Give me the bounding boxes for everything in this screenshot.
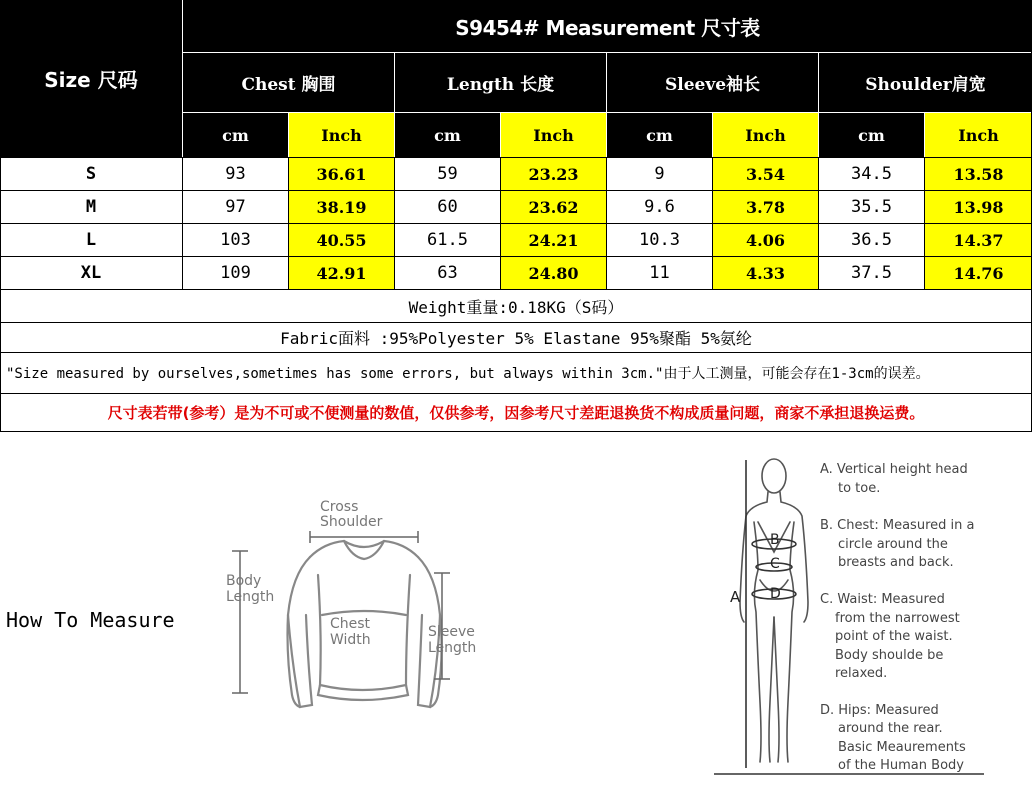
chest-cm-cell: 97 bbox=[225, 197, 246, 217]
chest-width-label: Chest bbox=[330, 616, 371, 632]
weight-note: Weight重量:0.18KG（S码） bbox=[408, 297, 624, 317]
grid-line bbox=[394, 157, 395, 289]
shoulder-group-header: Shoulder肩宽 bbox=[819, 53, 1032, 112]
how-to-measure-label: How To Measure bbox=[6, 608, 175, 632]
figure-note-c: from the narrowest bbox=[835, 611, 960, 626]
figure-note-d: Basic Meaurements bbox=[838, 740, 966, 755]
sleeve-cm-cell: 9.6 bbox=[644, 197, 675, 217]
length-cm-cell: 63 bbox=[437, 263, 458, 283]
chart-title: S9454# Measurement 尺寸表 bbox=[183, 0, 1032, 52]
chest-inch-cell: 38.19 bbox=[289, 191, 394, 223]
chest-inch-cell: 40.55 bbox=[289, 224, 394, 256]
length-cm-cell: 59 bbox=[437, 164, 458, 184]
grid-line bbox=[818, 157, 819, 289]
chest-cm-cell: 93 bbox=[225, 164, 246, 184]
sleeve-cm-cell: 11 bbox=[649, 263, 670, 283]
grid-line bbox=[0, 256, 1032, 257]
sleeve-cm-header: cm bbox=[607, 113, 712, 157]
sweater-sketch bbox=[222, 495, 492, 725]
marker-a: A bbox=[730, 588, 741, 606]
sleeve-inch-cell: 3.54 bbox=[713, 158, 818, 190]
body-length-label: Length bbox=[226, 589, 275, 605]
figure-note-c: C. Waist: Measured bbox=[820, 592, 945, 607]
length-cm-cell: 60 bbox=[437, 197, 458, 217]
figure-note-c: point of the waist. bbox=[835, 629, 953, 644]
shoulder-inch-cell: 14.76 bbox=[925, 257, 1032, 289]
shoulder-cm-cell: 36.5 bbox=[851, 230, 892, 250]
fabric-note: Fabric面料 :95%Polyester 5% Elastane 95%聚酯 5%氨纶 bbox=[280, 329, 752, 348]
figure-note-c: Body shoulde be bbox=[835, 648, 944, 663]
size-cell: XL bbox=[80, 263, 102, 283]
grid-line bbox=[606, 157, 607, 289]
length-group-header: Length 长度 bbox=[395, 53, 606, 112]
grid-line bbox=[0, 289, 1, 432]
grid-line bbox=[0, 190, 1032, 191]
sleeve-inch-cell: 4.33 bbox=[713, 257, 818, 289]
sleeve-inch-header: Inch bbox=[713, 113, 818, 157]
length-inch-header: Inch bbox=[501, 113, 606, 157]
shoulder-inch-header: Inch bbox=[925, 113, 1032, 157]
grid-line bbox=[924, 157, 925, 289]
chest-width-label: Width bbox=[330, 632, 371, 648]
figure-note-c: relaxed. bbox=[835, 666, 888, 681]
figure-note-d: of the Human Body bbox=[838, 758, 964, 773]
figure-note-d: D. Hips: Measured bbox=[820, 703, 939, 718]
sleeve-cm-cell: 10.3 bbox=[639, 230, 680, 250]
chest-cm-cell: 109 bbox=[220, 263, 251, 283]
marker-d: D bbox=[770, 586, 781, 602]
marker-c: C bbox=[770, 556, 780, 572]
shoulder-cm-header: cm bbox=[819, 113, 924, 157]
shoulder-cm-cell: 34.5 bbox=[851, 164, 892, 184]
sleeve-inch-cell: 3.78 bbox=[713, 191, 818, 223]
figure-note-a: to toe. bbox=[838, 481, 881, 496]
chest-group-header: Chest 胸围 bbox=[183, 53, 394, 112]
disclaimer-note: "Size measured by ourselves,sometimes has some errors, but always within 3cm."由于人工测量，可能会存在1-3cm的误差。 bbox=[6, 366, 930, 382]
sleeve-cm-cell: 9 bbox=[654, 164, 665, 184]
figure-note-d: around the rear. bbox=[838, 721, 943, 736]
chest-inch-cell: 36.61 bbox=[289, 158, 394, 190]
figure-note-b: circle around the bbox=[838, 537, 948, 552]
grid-line bbox=[712, 157, 713, 289]
shoulder-inch-cell: 14.37 bbox=[925, 224, 1032, 256]
grid-line bbox=[288, 157, 289, 289]
chest-cm-cell: 103 bbox=[220, 230, 251, 250]
shoulder-inch-cell: 13.58 bbox=[925, 158, 1032, 190]
sleeve-length-label: Length bbox=[428, 640, 477, 656]
shoulder-inch-cell: 13.98 bbox=[925, 191, 1032, 223]
size-cell: S bbox=[85, 164, 97, 184]
grid-line bbox=[0, 157, 1, 289]
marker-b: B bbox=[770, 532, 780, 548]
length-cm-cell: 61.5 bbox=[427, 230, 468, 250]
grid-line bbox=[0, 157, 1032, 158]
sleeve-length-label: Sleeve bbox=[428, 624, 475, 640]
shoulder-cm-cell: 35.5 bbox=[851, 197, 892, 217]
refund-notice: 尺寸表若带(参考）是为不可或不便测量的数值，仅供参考，因参考尺寸差距退换货不构成质量问题，商家不承担退换运费。 bbox=[107, 404, 925, 422]
size-column-header: Size 尺码 bbox=[0, 0, 182, 157]
body-length-label: Body bbox=[226, 573, 262, 589]
cross-shoulder-label: Cross bbox=[320, 499, 359, 515]
grid-line bbox=[500, 157, 501, 289]
length-inch-cell: 24.21 bbox=[501, 224, 606, 256]
grid-line bbox=[0, 431, 1032, 432]
shoulder-cm-cell: 37.5 bbox=[851, 263, 892, 283]
cross-shoulder-label: Shoulder bbox=[320, 514, 383, 530]
size-cell: M bbox=[85, 197, 97, 217]
body-measurement-figure bbox=[714, 452, 994, 778]
chest-cm-header: cm bbox=[183, 113, 288, 157]
length-cm-header: cm bbox=[395, 113, 500, 157]
chest-inch-cell: 42.91 bbox=[289, 257, 394, 289]
length-inch-cell: 24.80 bbox=[501, 257, 606, 289]
sleeve-group-header: Sleeve袖长 bbox=[607, 53, 818, 112]
sleeve-inch-cell: 4.06 bbox=[713, 224, 818, 256]
grid-line bbox=[182, 157, 183, 289]
length-inch-cell: 23.23 bbox=[501, 158, 606, 190]
size-cell: L bbox=[85, 230, 97, 250]
length-inch-cell: 23.62 bbox=[501, 191, 606, 223]
grid-line bbox=[0, 223, 1032, 224]
figure-note-a: A. Vertical height head bbox=[820, 462, 968, 477]
chest-inch-header: Inch bbox=[289, 113, 394, 157]
figure-note-b: breasts and back. bbox=[838, 555, 954, 570]
figure-note-b: B. Chest: Measured in a bbox=[820, 518, 975, 533]
